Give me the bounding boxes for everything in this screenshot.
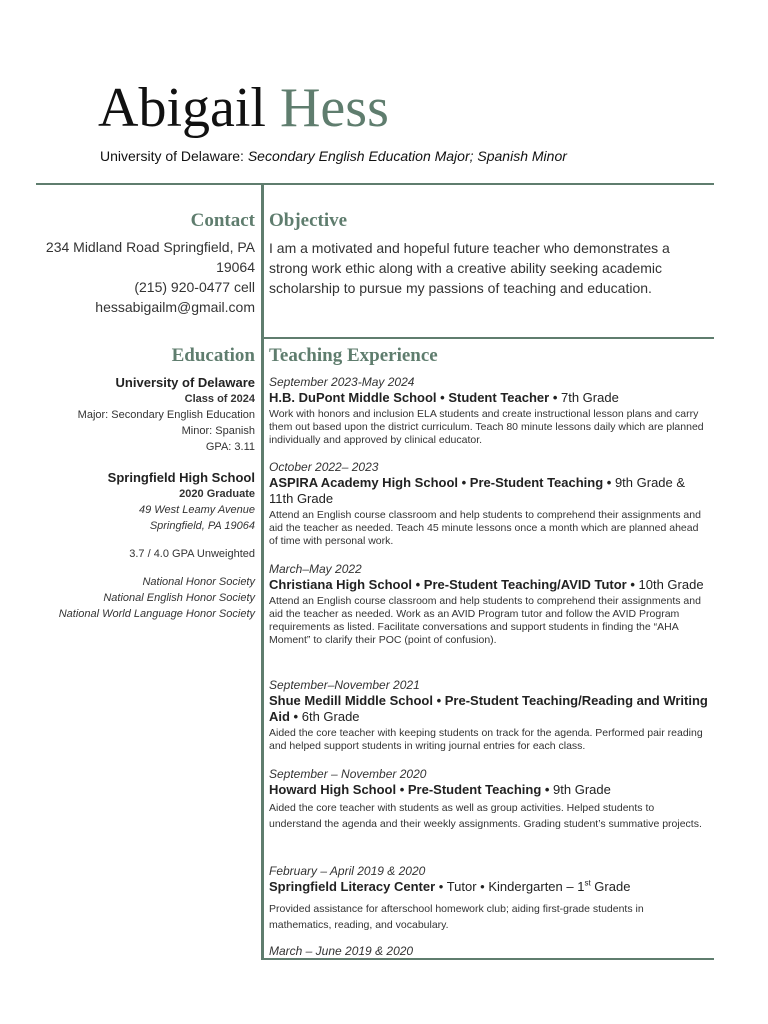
contact-address-line1: 234 Midland Road Springfield, PA [45, 239, 255, 255]
experience-desc: Work with honors and inclusion ELA students and create instructional lesson plans and carry them out based upon the district curriculum. Teach 80 minute lessons daily which are planned individually and approved by clinical educator. [269, 408, 704, 446]
education-block [25, 375, 255, 622]
college-minor: Minor: Spanish [181, 425, 255, 437]
experience-title [269, 693, 709, 725]
honor-item: National World Language Honor Society [58, 608, 255, 620]
experience-title [269, 390, 709, 406]
experience-desc: Attend an English course classroom and help students to comprehend their assignments and aid the teacher as needed. Teach 45 minute lessons once a month which are planned ahead of time with personal work. [269, 509, 701, 547]
last-name: Hess [279, 77, 389, 139]
objective-text: I am a motivated and hopeful future teacher who demonstrates a strong work ethic along with a creative ability seeking academic scholarship to pursue my passions of teaching and education. [269, 240, 670, 296]
high-school-gpa: 3.7 / 4.0 GPA Unweighted [129, 548, 255, 560]
college-gpa: GPA: 3.11 [205, 441, 255, 453]
experience-desc: Aided the core teacher with students as well as group activities. Helped students to understand the agenda and their weekly assignments. Grading student’s summative projects. [269, 802, 702, 830]
experience-date: March–May 2022 [269, 562, 362, 576]
experience-desc: Attend an English course classroom and help students to comprehend their assignments and aid the teacher as needed. Work as an AVID Program tutor and follow the AVID Program requirements as listed. Facilitate conversations and support students in finding the “AHA Moment” to clarify their POC (point of confusion). [269, 595, 701, 646]
high-school-address1: 49 West Leamy Avenue [139, 504, 255, 516]
subtitle [100, 148, 567, 164]
first-name: Abigail [98, 77, 266, 139]
contact-address-line2: 19064 [216, 259, 255, 275]
experience-item [269, 766, 709, 832]
experience-title [269, 879, 709, 895]
contact-block [25, 237, 255, 317]
contact-phone: (215) 920-0477 cell [134, 279, 255, 295]
high-school-name: Springfield High School [107, 470, 255, 485]
experience-title-bold: Springfield Literacy Center [269, 879, 436, 894]
experience-title-rest: 6th Grade [298, 709, 360, 724]
objective-divider [264, 337, 714, 339]
contact-heading: Contact [190, 210, 255, 231]
column-divider [261, 185, 264, 960]
experience-title-bold: ASPIRA Academy High School • Pre-Student Teaching • [269, 475, 612, 490]
experience-title-bold: H.B. DuPont Middle School • Student Teacher • [269, 390, 558, 405]
experience-title-sup: st [584, 878, 591, 888]
experience-title [269, 782, 709, 798]
experience-title-rest: 9th Grade & 11th Grade [269, 475, 686, 506]
experience-title-end: Grade [590, 879, 631, 894]
experience-item [269, 943, 709, 959]
experience-heading: Teaching Experience [269, 345, 438, 366]
experience-title-bold: Christiana High School • Pre-Student Teaching/AVID Tutor • [269, 577, 635, 592]
subtitle-school: University of Delaware: [100, 148, 248, 164]
experience-item [269, 677, 709, 753]
experience-item [269, 561, 709, 647]
subtitle-major: Secondary English Education Major; Spanish Minor [247, 148, 567, 164]
experience-date: February – April 2019 & 2020 [269, 864, 426, 878]
high-school-graduate: 2020 Graduate [179, 488, 255, 500]
experience-title-rest: 9th Grade [549, 782, 611, 797]
experience-date: September 2023-May 2024 [269, 375, 415, 389]
experience-title [269, 475, 709, 507]
experience-title-rest: 10th Grade [634, 577, 704, 592]
college-class: Class of 2024 [184, 393, 255, 405]
honor-item: National English Honor Society [103, 592, 255, 604]
header-divider [36, 183, 714, 185]
experience-date: September–November 2021 [269, 678, 420, 692]
experience-title-rest: • Tutor • Kindergarten – 1 [435, 879, 585, 894]
honor-item: National Honor Society [142, 576, 255, 588]
high-school-address2: Springfield, PA 19064 [149, 520, 255, 532]
experience-title-bold: Howard High School • Pre-Student Teaching • [269, 782, 550, 797]
education-heading: Education [171, 345, 255, 366]
experience-item [269, 863, 709, 933]
experience-desc: Aided the core teacher with keeping students on track for the agenda. Performed pair reading and helped support students in writing journal entries for each class. [269, 727, 703, 752]
objective-heading: Objective [269, 210, 348, 231]
college-name: University of Delaware [115, 375, 255, 390]
resume-name [98, 76, 389, 140]
experience-desc: Provided assistance for afterschool homework club; aiding first-grade students in mathematics, reading, and vocabulary. [269, 903, 644, 931]
experience-title [269, 577, 709, 593]
experience-title-rest: 7th Grade [557, 390, 619, 405]
experience-title-bold: Shue Medill Middle School • Pre-Student Teaching/Reading and Writing Aid • [269, 693, 708, 724]
experience-item [269, 374, 709, 447]
contact-email: hessabigailm@gmail.com [95, 299, 255, 315]
experience-date: October 2022– 2023 [269, 460, 379, 474]
experience-date: March – June 2019 & 2020 [269, 944, 414, 958]
experience-item [269, 459, 709, 548]
experience-date: September – November 2020 [269, 767, 427, 781]
college-major: Major: Secondary English Education [77, 409, 255, 421]
